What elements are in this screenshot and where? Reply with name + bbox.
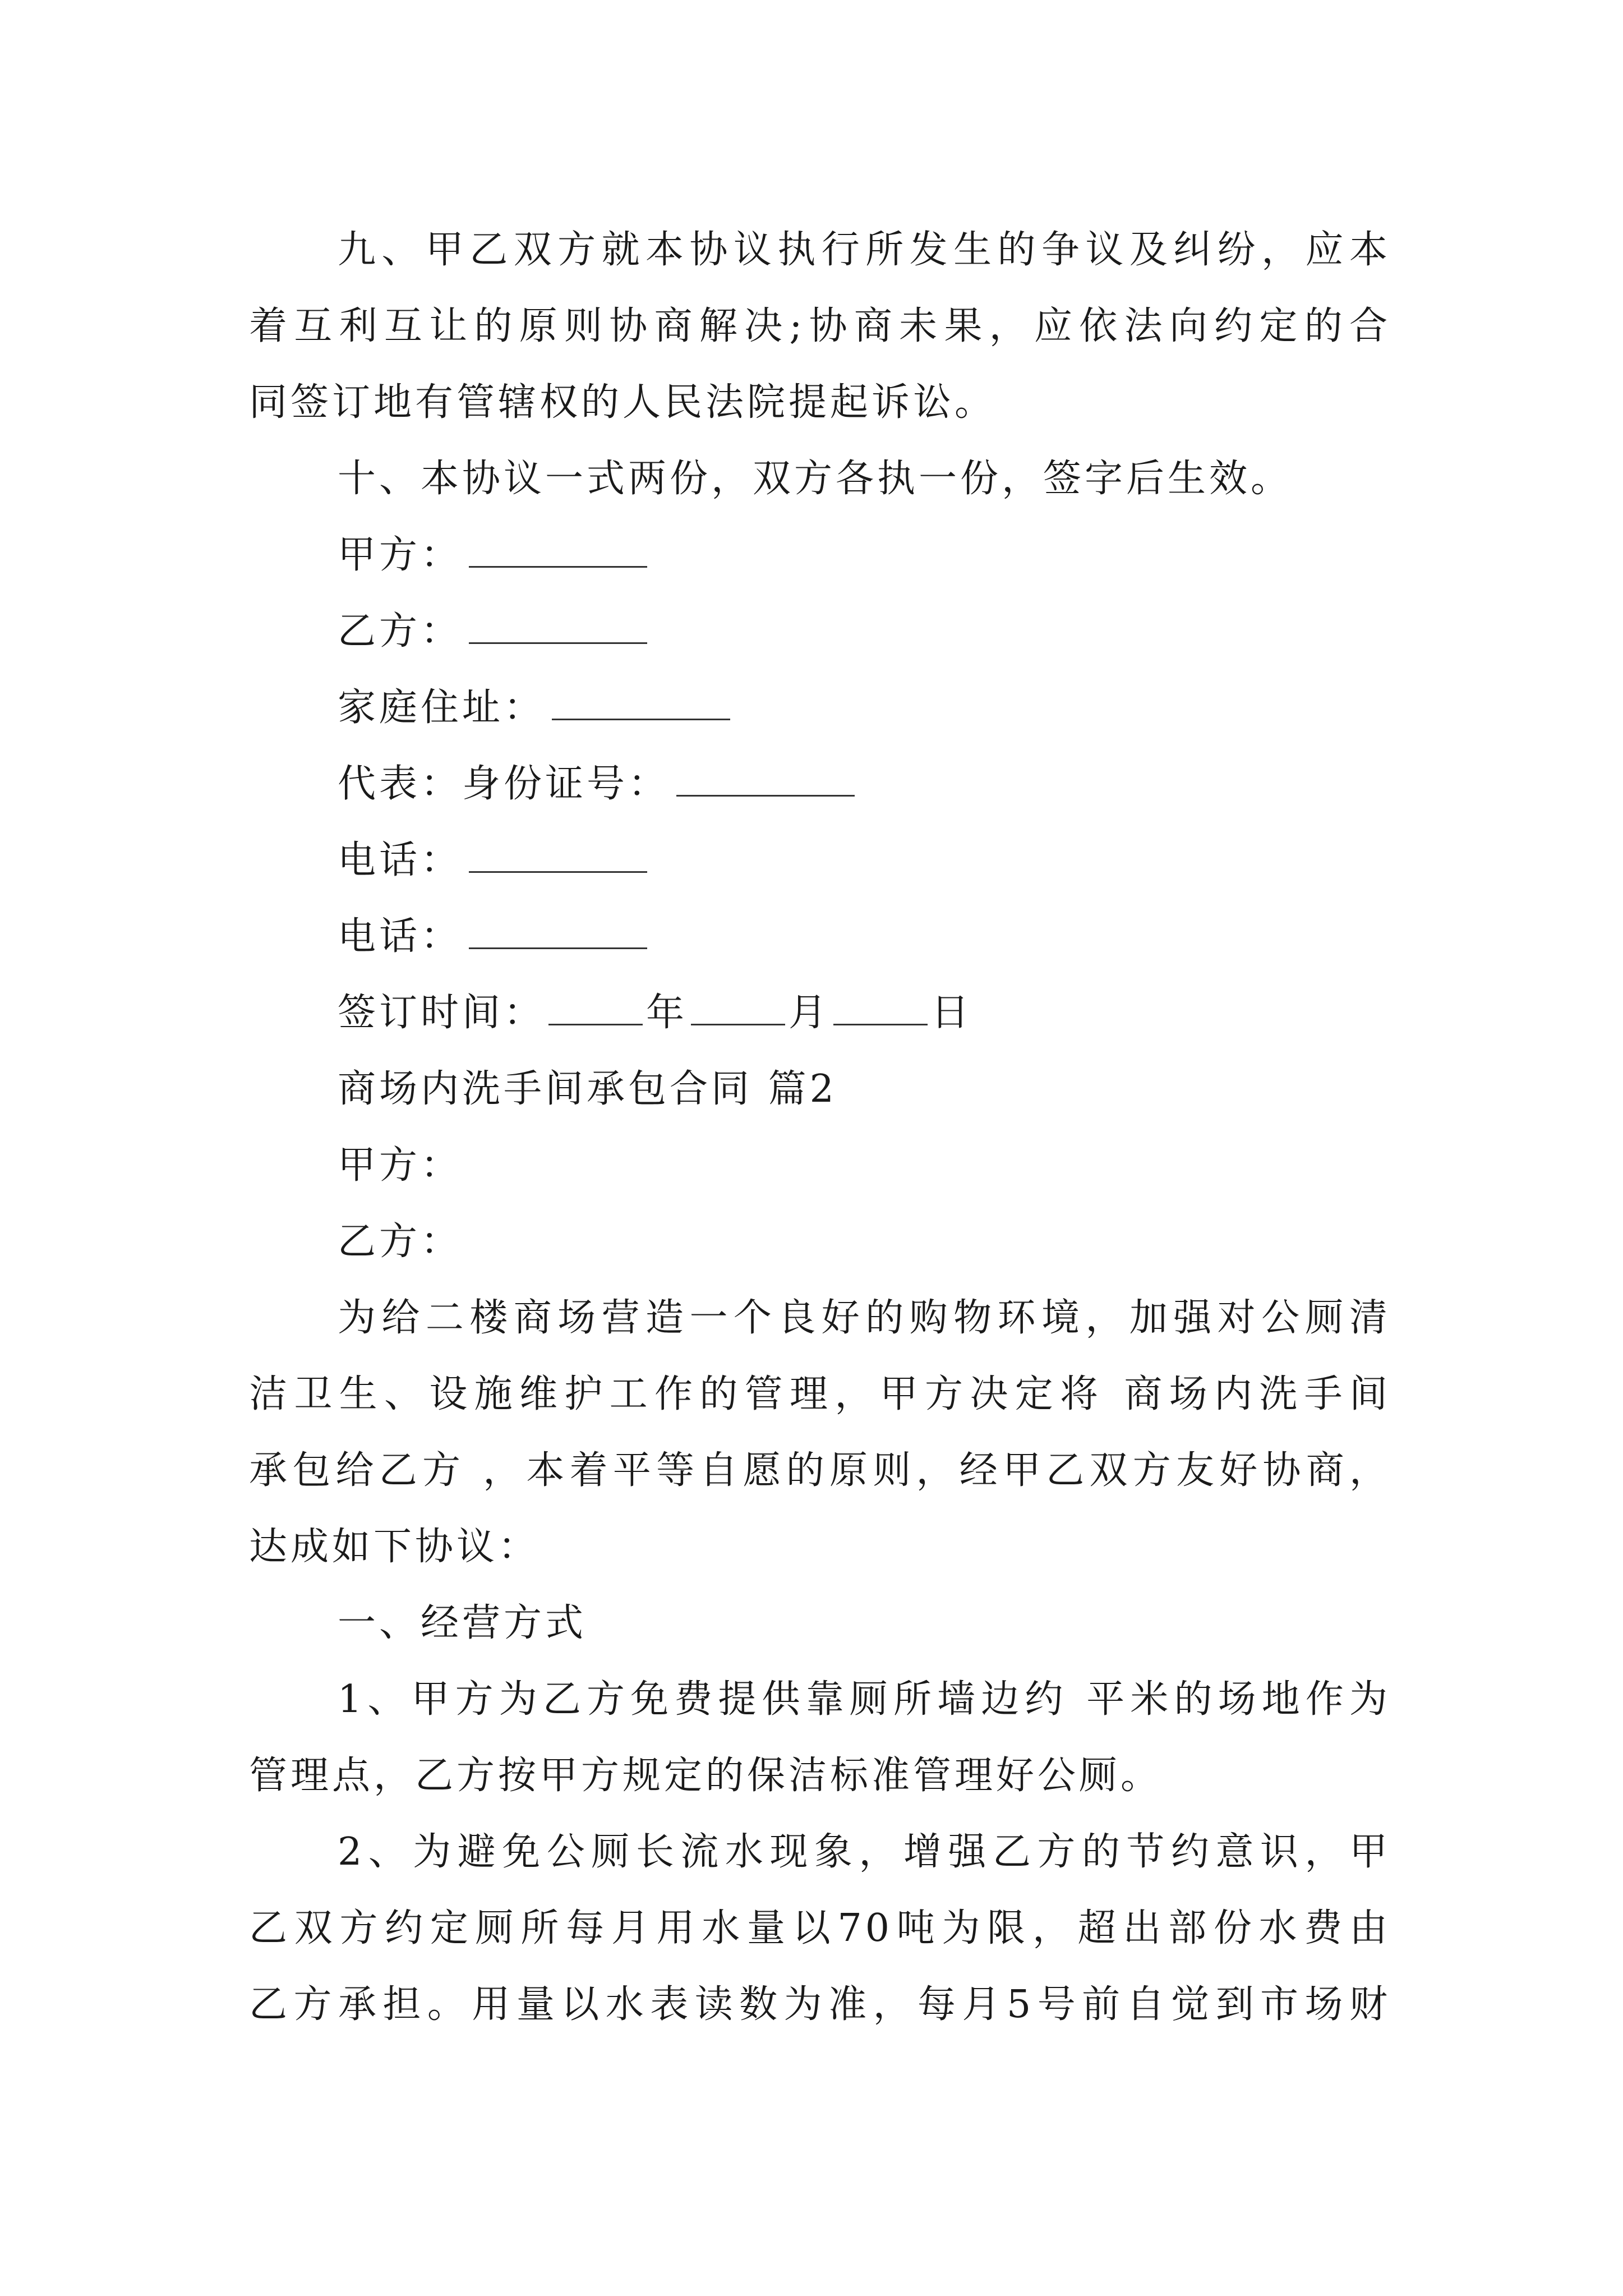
section-2-heading-operation: 一、经营方式: [338, 1601, 587, 1645]
section-2-line: 为给二楼商场营造一个良好的购物环境，加强对公厕清: [338, 1296, 1391, 1340]
clause-9-line-1: 九、甲乙双方就本协议执行所发生的争议及纠纷，应本: [338, 228, 1391, 272]
year-label: 年: [646, 991, 688, 1035]
section-2-line: 2、为避免公厕长流水现象，增强乙方的节约意识，甲: [338, 1830, 1391, 1874]
section-2-line: 乙双方约定厕所每月用水量以70吨为限，超出部份水费由: [249, 1906, 1391, 1950]
signing-date-label: 签订时间：: [338, 991, 546, 1035]
signature-party-a: [249, 517, 1391, 593]
clause-9-line-3: 同签订地有管辖权的人民法院提起诉讼。: [249, 380, 997, 425]
signature-blank: [469, 839, 647, 873]
signature-blank: [552, 686, 730, 720]
section-2-line: 乙方承担。用量以水表读数为准，每月5号前自觉到市场财: [249, 1982, 1391, 2027]
signature-blank: [469, 533, 647, 568]
signature-label: 家庭住址：: [338, 685, 546, 730]
signature-party-b: [249, 593, 1391, 670]
signature-label: 代表：身份证号：: [338, 762, 670, 806]
section-2-party-a: 甲方：: [338, 1143, 463, 1188]
signature-blank: [469, 610, 647, 644]
day-blank: [833, 991, 928, 1025]
clause-9-line-2: 着互利互让的原则协商解决;协商未果，应依法向约定的合: [249, 304, 1391, 348]
section-2-title: 商场内洗手间承包合同 篇2: [338, 1067, 837, 1111]
clause-10-line: 十、本协议一式两份，双方各执一份，签字后生效。: [338, 457, 1293, 501]
signature-phone-1: [249, 822, 1391, 899]
document-body: [249, 212, 1391, 2043]
section-2-line: 承包给乙方 ，本着平等自愿的原则，经甲乙双方友好协商，: [249, 1448, 1391, 1493]
section-2-line: 1、甲方为乙方免费提供靠厕所墙边约 平米的场地作为: [338, 1677, 1391, 1722]
section-2-line: 洁卫生、设施维护工作的管理，甲方决定将 商场内洗手间: [249, 1372, 1391, 1416]
day-label: 日: [931, 991, 973, 1035]
signature-blank: [469, 915, 647, 949]
signature-label: 电话：: [338, 914, 463, 959]
signing-date: [249, 975, 1391, 1051]
signature-label: 乙方：: [338, 609, 463, 654]
signature-blank: [676, 762, 855, 797]
section-2-line: 管理点，乙方按甲方规定的保洁标准管理好公厕。: [249, 1754, 1163, 1798]
signature-representative-id: [249, 746, 1391, 822]
month-blank: [691, 991, 785, 1025]
signature-label: 甲方：: [338, 533, 463, 577]
month-label: 月: [789, 991, 831, 1035]
section-2-party-b: 乙方：: [338, 1220, 463, 1264]
year-blank: [548, 991, 643, 1025]
signature-home-address: [249, 670, 1391, 746]
signature-phone-2: [249, 899, 1391, 975]
signature-label: 电话：: [338, 838, 463, 882]
section-2-line: 达成如下协议：: [249, 1525, 540, 1569]
